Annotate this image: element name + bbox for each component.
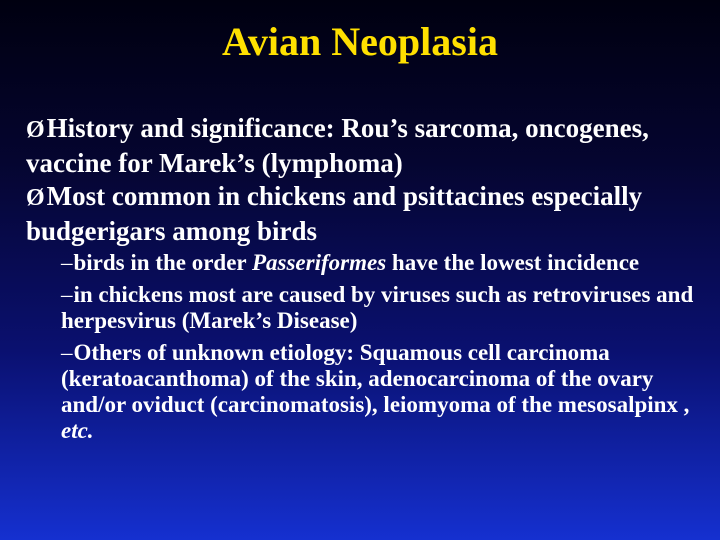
bullet-item [26,180,706,248]
sub-bullet-text: have the lowest incidence [386,250,640,275]
sub-bullet-text: Others of unknown etiology: Squamous cell carcinoma (keratoacanthoma) of the skin, adenocarcinoma of the ovary and/or oviduct (carcinomatosis), leiomyoma of the mesosalpinx , [61,340,690,417]
bullet-item [26,112,706,180]
dash-bullet-icon: – [61,282,73,307]
sub-bullet-item [61,340,711,444]
sub-bullet-italic-text: Passeriformes [251,250,387,275]
bullet-list [26,112,706,248]
sub-bullet-text: birds in the order [73,250,252,275]
sub-bullet-item [61,282,711,334]
sub-bullet-list [61,250,711,450]
dash-bullet-icon: – [61,250,73,275]
sub-bullet-italic-text: etc. [61,418,94,443]
slide-title: Avian Neoplasia [222,19,498,64]
bullet-text: Most common in chickens and psittacines especially budgerigars among birds [26,181,643,246]
arrow-bullet-icon: Ø [26,117,45,143]
sub-bullet-item [61,250,711,276]
sub-bullet-text: in chickens most are caused by viruses such as retroviruses and herpesvirus (Marek’s Disease) [61,282,694,333]
arrow-bullet-icon: Ø [26,185,45,211]
bullet-text: History and significance: Rou’s sarcoma, oncogenes, vaccine for Marek’s (lymphoma) [26,113,649,178]
dash-bullet-icon: – [61,340,73,365]
